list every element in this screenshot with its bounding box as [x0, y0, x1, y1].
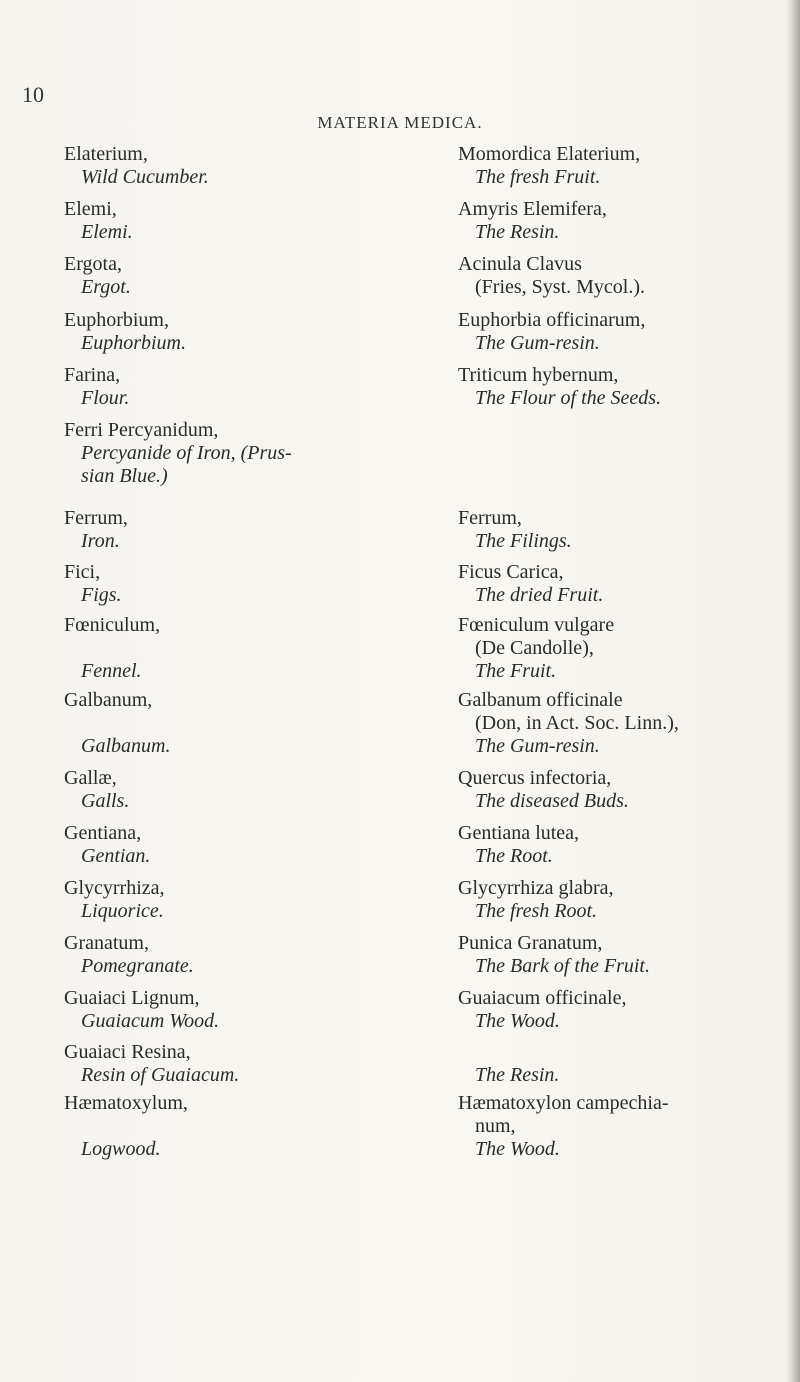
entry-farina — [64, 364, 444, 410]
english-name: Galls. — [81, 790, 130, 812]
entry-glycyrrhiza — [64, 877, 444, 923]
entry-gallae — [64, 767, 444, 813]
authority: (De Candolle), — [475, 637, 594, 659]
english-name: Ergot. — [81, 276, 131, 298]
authority: (Fries, Syst. Mycol.). — [475, 276, 645, 298]
entry-elaterium — [64, 143, 444, 189]
entry-haematoxylum — [64, 1092, 444, 1161]
latin-name: Fici, — [64, 561, 101, 583]
source-momordica — [458, 143, 788, 189]
english-name: Euphorbium. — [81, 332, 186, 354]
latin-name: Galbanum, — [64, 689, 153, 711]
botanical-name: Ferrum, — [458, 507, 522, 529]
latin-name: Granatum, — [64, 932, 149, 954]
source-gentiana — [458, 822, 788, 868]
english-name: Resin of Guaiacum. — [81, 1064, 240, 1086]
english-name: Elemi. — [81, 221, 133, 243]
part-used: The Bark of the Fruit. — [475, 955, 650, 977]
entry-galbanum — [64, 689, 444, 758]
botanical-name: Euphorbia officinarum, — [458, 309, 646, 331]
source-punica — [458, 932, 788, 978]
botanical-name: Gentiana lutea, — [458, 822, 580, 844]
blank-line — [458, 1041, 788, 1064]
source-foeniculum — [458, 614, 788, 683]
botanical-name: Amyris Elemifera, — [458, 198, 607, 220]
latin-name: Guaiaci Resina, — [64, 1041, 191, 1063]
source-guaiacum — [458, 987, 788, 1033]
english-name: Flour. — [81, 387, 130, 409]
entry-ferri-percyanidum — [64, 419, 444, 488]
botanical-name: Quercus infectoria, — [458, 767, 612, 789]
running-head: MATERIA MEDICA. — [317, 113, 483, 132]
entry-foeniculum — [64, 614, 444, 683]
botanical-name: Glycyrrhiza glabra, — [458, 877, 614, 899]
part-used: The Resin. — [475, 1064, 560, 1086]
source-amyris — [458, 198, 788, 244]
entry-ferrum — [64, 507, 444, 553]
latin-name: Euphorbium, — [64, 309, 169, 331]
blank-line — [64, 1115, 444, 1138]
part-used: The Gum-resin. — [475, 332, 600, 354]
part-used: The fresh Root. — [475, 900, 598, 922]
source-haematoxylon — [458, 1092, 788, 1161]
english-name: Logwood. — [81, 1138, 161, 1160]
english-name: Figs. — [81, 584, 122, 606]
english-name: Percyanide of Iron, (Prus- — [81, 442, 292, 464]
part-used: The Fruit. — [475, 660, 557, 682]
part-used: The diseased Buds. — [475, 790, 629, 812]
entry-fici — [64, 561, 444, 607]
part-used: The fresh Fruit. — [475, 166, 601, 188]
english-name: Gentian. — [81, 845, 151, 867]
entry-elemi — [64, 198, 444, 244]
english-name-continued: sian Blue.) — [81, 465, 168, 487]
latin-name: Glycyrrhiza, — [64, 877, 165, 899]
botanical-name: Galbanum officinale — [458, 689, 623, 711]
latin-name: Fœniculum, — [64, 614, 161, 636]
part-used: The Resin. — [475, 221, 560, 243]
page-edge-shadow — [786, 0, 800, 1382]
part-used: The Flour of the Seeds. — [475, 387, 662, 409]
part-used: The Wood. — [475, 1010, 560, 1032]
english-name: Iron. — [81, 530, 120, 552]
latin-name: Ferrum, — [64, 507, 128, 529]
botanical-name: Punica Granatum, — [458, 932, 603, 954]
english-name: Liquorice. — [81, 900, 164, 922]
blank-line — [64, 637, 444, 660]
part-used: The Root. — [475, 845, 553, 867]
entry-euphorbium — [64, 309, 444, 355]
source-glycyrrhiza — [458, 877, 788, 923]
botanical-name: Ficus Carica, — [458, 561, 564, 583]
source-galbanum — [458, 689, 788, 758]
english-name: Wild Cucumber. — [81, 166, 209, 188]
english-name: Galbanum. — [81, 735, 171, 757]
latin-name: Ergota, — [64, 253, 122, 275]
authority: (Don, in Act. Soc. Linn.), — [475, 712, 679, 734]
latin-name: Hæmatoxylum, — [64, 1092, 188, 1114]
botanical-name: Momordica Elaterium, — [458, 143, 641, 165]
botanical-name: Acinula Clavus — [458, 253, 582, 275]
entry-gentiana — [64, 822, 444, 868]
entry-guaiaci-resina — [64, 1041, 444, 1087]
part-used: The Gum-resin. — [475, 735, 600, 757]
entry-ergota — [64, 253, 444, 299]
latin-name: Elemi, — [64, 198, 117, 220]
latin-name: Gallæ, — [64, 767, 117, 789]
english-name: Pomegranate. — [81, 955, 194, 977]
botanical-name: Fœniculum vulgare — [458, 614, 615, 636]
source-euphorbia — [458, 309, 788, 355]
latin-name: Farina, — [64, 364, 121, 386]
page-number: 10 — [22, 82, 44, 107]
botanical-name: Triticum hybernum, — [458, 364, 619, 386]
latin-name: Guaiaci Lignum, — [64, 987, 200, 1009]
latin-name: Ferri Percyanidum, — [64, 419, 219, 441]
part-used: The Filings. — [475, 530, 572, 552]
source-ficus — [458, 561, 788, 607]
blank-line — [64, 712, 444, 735]
entry-guaiaci-lignum — [64, 987, 444, 1033]
english-name: Guaiacum Wood. — [81, 1010, 220, 1032]
source-ferrum — [458, 507, 788, 553]
english-name: Fennel. — [81, 660, 142, 682]
botanical-name: Guaiacum officinale, — [458, 987, 627, 1009]
part-used: The dried Fruit. — [475, 584, 604, 606]
botanical-name-continued: num, — [475, 1115, 516, 1137]
entry-granatum — [64, 932, 444, 978]
botanical-name: Hæmatoxylon campechia- — [458, 1092, 669, 1114]
latin-name: Gentiana, — [64, 822, 142, 844]
latin-name: Elaterium, — [64, 143, 148, 165]
source-triticum — [458, 364, 788, 410]
source-guaiacum-resin — [458, 1041, 788, 1087]
part-used: The Wood. — [475, 1138, 560, 1160]
source-acinula — [458, 253, 788, 299]
source-quercus — [458, 767, 788, 813]
